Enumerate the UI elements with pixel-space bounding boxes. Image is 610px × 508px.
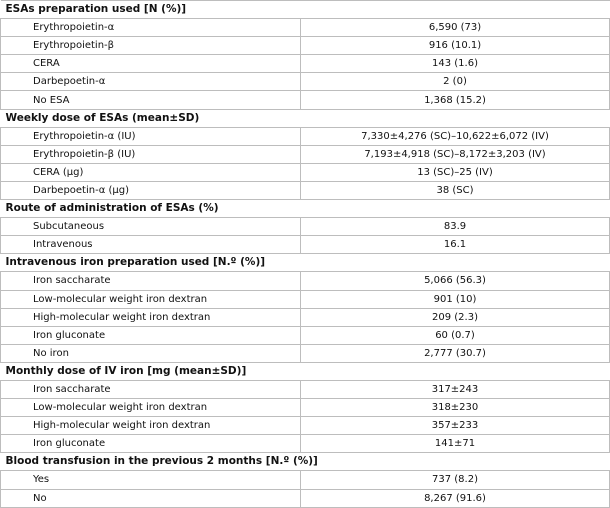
row-value: 5,066 (56.3) bbox=[301, 272, 610, 290]
row-label: No ESA bbox=[1, 91, 301, 109]
section-title: Route of administration of ESAs (%) bbox=[1, 200, 610, 218]
row-label: Iron gluconate bbox=[1, 435, 301, 453]
table-row bbox=[1, 290, 610, 308]
table-row bbox=[1, 91, 610, 109]
table-row bbox=[1, 308, 610, 326]
row-label: Darbepoetin-α bbox=[1, 73, 301, 91]
section-title: Monthly dose of IV iron [mg (mean±SD)] bbox=[1, 362, 610, 380]
section-header-row bbox=[1, 109, 610, 127]
table-row bbox=[1, 181, 610, 199]
table-row bbox=[1, 417, 610, 435]
section-header-row bbox=[1, 1, 610, 19]
row-label: Subcutaneous bbox=[1, 218, 301, 236]
row-value: 2 (0) bbox=[301, 73, 610, 91]
section-header-row bbox=[1, 200, 610, 218]
row-label: High-molecular weight iron dextran bbox=[1, 308, 301, 326]
table-row bbox=[1, 326, 610, 344]
section-header-row bbox=[1, 254, 610, 272]
row-label: Erythropoietin-β (IU) bbox=[1, 145, 301, 163]
row-value: 2,777 (30.7) bbox=[301, 344, 610, 362]
table-row bbox=[1, 37, 610, 55]
row-value: 737 (8.2) bbox=[301, 471, 610, 489]
row-value: 141±71 bbox=[301, 435, 610, 453]
row-value: 209 (2.3) bbox=[301, 308, 610, 326]
row-label: Erythropoietin-α (IU) bbox=[1, 127, 301, 145]
table-row bbox=[1, 435, 610, 453]
row-value: 8,267 (91.6) bbox=[301, 489, 610, 507]
section-header-row bbox=[1, 362, 610, 380]
row-label: Iron saccharate bbox=[1, 272, 301, 290]
table-row bbox=[1, 19, 610, 37]
row-value: 16.1 bbox=[301, 236, 610, 254]
table-row bbox=[1, 127, 610, 145]
row-value: 83.9 bbox=[301, 218, 610, 236]
table-row bbox=[1, 344, 610, 362]
table-body bbox=[1, 1, 610, 508]
row-value: 60 (0.7) bbox=[301, 326, 610, 344]
row-value: 317±243 bbox=[301, 380, 610, 398]
table-row bbox=[1, 163, 610, 181]
table-row bbox=[1, 272, 610, 290]
section-title: ESAs preparation used [N (%)] bbox=[1, 1, 610, 19]
row-label: High-molecular weight iron dextran bbox=[1, 417, 301, 435]
row-label: No bbox=[1, 489, 301, 507]
row-label: Iron saccharate bbox=[1, 380, 301, 398]
row-label: CERA (μg) bbox=[1, 163, 301, 181]
row-label: Intravenous bbox=[1, 236, 301, 254]
row-value: 7,330±4,276 (SC)–10,622±6,072 (IV) bbox=[301, 127, 610, 145]
row-value: 7,193±4,918 (SC)–8,172±3,203 (IV) bbox=[301, 145, 610, 163]
row-label: No iron bbox=[1, 344, 301, 362]
row-label: Erythropoietin-β bbox=[1, 37, 301, 55]
section-title: Weekly dose of ESAs (mean±SD) bbox=[1, 109, 610, 127]
table-row bbox=[1, 399, 610, 417]
table-row bbox=[1, 236, 610, 254]
row-value: 901 (10) bbox=[301, 290, 610, 308]
table-row bbox=[1, 471, 610, 489]
row-label: Erythropoietin-α bbox=[1, 19, 301, 37]
table-row bbox=[1, 380, 610, 398]
row-label: Darbepoetin-α (μg) bbox=[1, 181, 301, 199]
table-row bbox=[1, 145, 610, 163]
row-value: 318±230 bbox=[301, 399, 610, 417]
table-row bbox=[1, 489, 610, 507]
row-value: 6,590 (73) bbox=[301, 19, 610, 37]
row-value: 38 (SC) bbox=[301, 181, 610, 199]
row-value: 916 (10.1) bbox=[301, 37, 610, 55]
row-label: CERA bbox=[1, 55, 301, 73]
row-label: Low-molecular weight iron dextran bbox=[1, 290, 301, 308]
row-label: Low-molecular weight iron dextran bbox=[1, 399, 301, 417]
row-label: Yes bbox=[1, 471, 301, 489]
row-value: 13 (SC)–25 (IV) bbox=[301, 163, 610, 181]
row-value: 1,368 (15.2) bbox=[301, 91, 610, 109]
table-row bbox=[1, 55, 610, 73]
table-row bbox=[1, 73, 610, 91]
row-value: 357±233 bbox=[301, 417, 610, 435]
row-label: Iron gluconate bbox=[1, 326, 301, 344]
section-header-row bbox=[1, 453, 610, 471]
row-value: 143 (1.6) bbox=[301, 55, 610, 73]
section-title: Intravenous iron preparation used [N.º (%)] bbox=[1, 254, 610, 272]
section-title: Blood transfusion in the previous 2 months [N.º (%)] bbox=[1, 453, 610, 471]
table-row bbox=[1, 218, 610, 236]
